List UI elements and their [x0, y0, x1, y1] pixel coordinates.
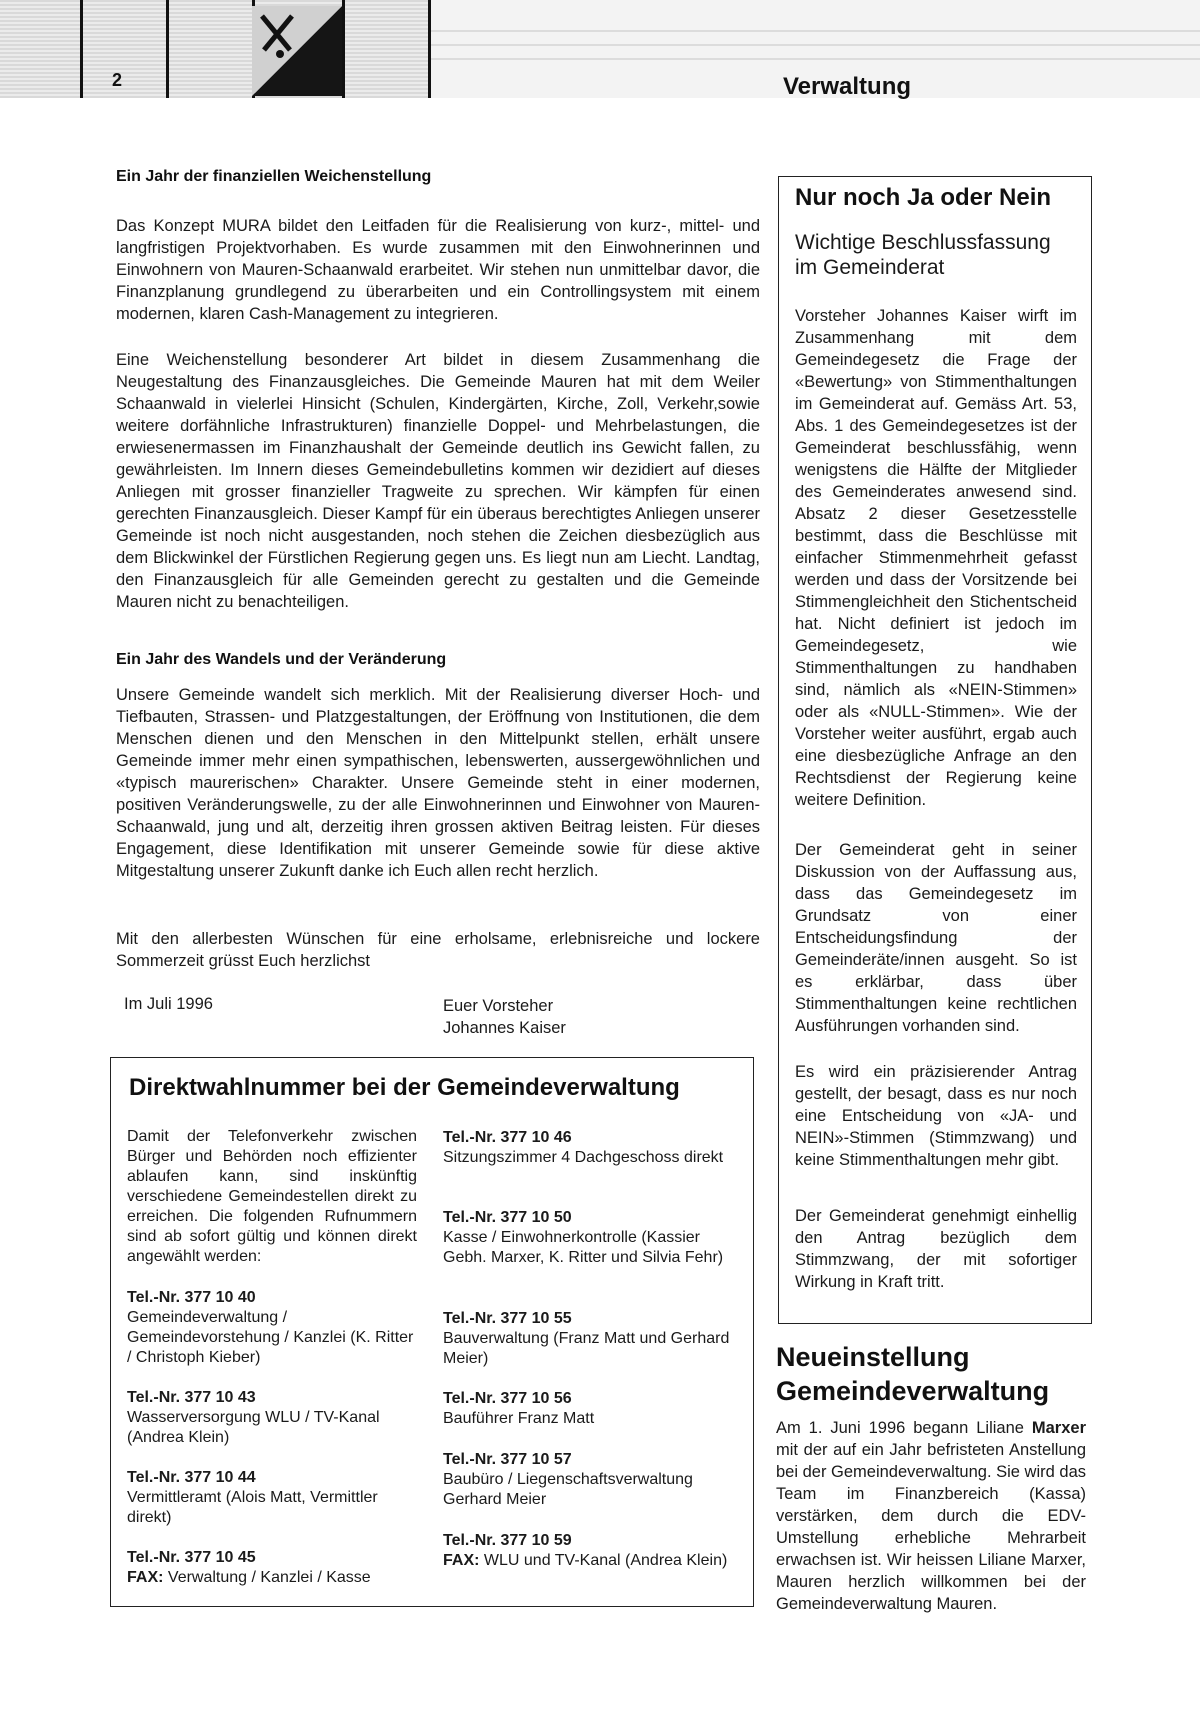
phone-description: Gemeindeverwaltung / Gemeindevorstehung / Kanzlei (K. Ritter / Christoph Kieber) [127, 1309, 414, 1366]
phone-entry [443, 1531, 739, 1571]
phone-number: Tel.-Nr. 377 10 44 [127, 1469, 256, 1486]
signature-role: Euer Vorsteher [443, 997, 554, 1015]
sidebox-paragraph: Der Gemeinderat geht in seiner Diskussion von der Auffassung aus, dass das Gemeindegesetz im Grundsatz von einer Entscheidungsfindung der Gemeinderäte/innen ausgeht. So ist es erklärbar, dass über Stimmenthaltungen keine rechtlichen Ausführungen vorhanden sind. [795, 841, 1077, 1035]
phone-entry [443, 1309, 739, 1369]
phone-description: Vermittleramt (Alois Matt, Vermittler direkt) [127, 1489, 378, 1526]
crossed-tools-emblem-icon [252, 6, 342, 96]
header-bar [166, 0, 169, 98]
phone-number: Tel.-Nr. 377 10 59 [443, 1532, 572, 1549]
header-band [0, 0, 1200, 98]
article-paragraph: Eine Weichenstellung besonderer Art bildet in diesem Zusammenhang die Neugestaltung des Finanzausgleiches. Die Gemeinde Mauren hat mit dem Weiler Schaanwald in vielerlei Hinsicht (Schulen, Kindergärten, Kirche, Zoll, Verkehr,sowie weitere dorfähnliche Infrastrukturen) finanzielle Doppel- und Mehrbelastungen, die erwiesenermassen im Finanzhaushalt der Gemeinde deutlich ins Gewicht fallen, zu gewährleisten. Im Innern dieses Gemeindebulletins kommen wir dezidiert auf dieses Anliegen mit grosser finanzieller Tragweite zu sprechen. Wir kämpfen für einen gerechten Finanzausgleich. Dieser Kampf für ein überaus berechtigtes Anliegen unserer Gemeinde ist noch nicht ausgestanden, noch stehen die Zeichen diesbezüglich aus dem Blickwinkel der Fürstlichen Regierung gegen uns. Es liegt nun am Liecht. Landtag, den Finanzausgleich für alle Gemeinden gerecht zu gestalten und die Gemeinde Mauren nicht zu benachteiligen. [116, 351, 760, 611]
section-title: Verwaltung [783, 73, 912, 100]
article-paragraph: Unsere Gemeinde wandelt sich merklich. Mit der Realisierung diverser Hoch- und Tiefbauten, Strassen- und Platzgestaltungen, der Eröffnung von Institutionen, die dem Menschen dienen und den Menschen in den Mittelpunkt stellen, erhält unsere Gemeinde immer mehr einen sympathischen, lebenswerten, aussergewöhnlichen und «typisch maurerischen» Charakter. Unsere Gemeinde steht in einer modernen, positiven Veränderungswelle, zu der alle Einwohnerinnen und Einwohner von Mauren-Schaanwald, jung und alt, derzeitig ihren grossen aktiven Beitrag leisten. Für dieses Engagement, diese Identifikation mit unserer Gemeinde sowie für diese aktive Mitgestaltung unserer Zukunft danke ich Euch allen recht herzlich. [116, 686, 760, 880]
phone-number: Tel.-Nr. 377 10 45 [127, 1549, 256, 1566]
article-paragraph: Das Konzept MURA bildet den Leitfaden für die Realisierung von kurz-, mittel- und langfristigen Projektvorhaben. Es wurde zusammen mit den Einwohnerinnen und Einwohnern von Mauren-Schaanwald erarbeitet. Wir stehen nun unmittelbar davor, die Finanzplanung grundlegend zu überarbeiten und ein Controllingsystem mit einem modernen, klaren Cash-Management zu integrieren. [116, 217, 760, 323]
neueinstellung-name: Marxer [1031, 1419, 1086, 1437]
sidebox-title: Nur noch Ja oder Nein [795, 184, 1052, 211]
phone-description: Bauführer Franz Matt [443, 1410, 595, 1427]
phonebox-intro: Damit der Telefonverkehr zwischen Bürger und Behörden noch effizienter ablaufen kann, sind inskünftig verschiedene Gemeindestellen direkt zu erreichen. Die folgenden Rufnummern sind ab sofort gültig und können direkt angewählt werden: [127, 1128, 417, 1265]
phone-entry [443, 1208, 739, 1268]
neueinstellung-title [776, 1340, 1049, 1408]
article-date: Im Juli 1996 [124, 995, 213, 1013]
neueinstellung-paragraph [776, 1417, 1086, 1615]
neueinstellung-text: Am 1. Juni 1996 begann Liliane [776, 1419, 1032, 1437]
phone-entry [127, 1388, 419, 1448]
phone-description: Bauverwaltung (Franz Matt und Gerhard Meier) [443, 1330, 730, 1367]
sidebox-paragraph: Vorsteher Johannes Kaiser wirft im Zusammenhang mit dem Gemeindegesetz die Frage der «Bewertung» von Stimmenthaltungen im Gemeinderat auf. Gemäss Art. 53, Abs. 1 des Gemeindegesetzes ist der Gemeinderat beschlussfähig, wenn wenigstens die Hälfte der Mitglieder des Gemeinderates anwesend sind. Absatz 2 dieser Gesetzesstelle bestimmt, dass die Beschlüsse mit einfacher Stimmenmehrheit gefasst werden und dass der Vorsitzende bei Stimmengleichheit den Stichentscheid hat. Nicht definiert ist jedoch im Gemeindegesetz, wie Stimmenthaltungen zu handhaben sind, nämlich als «NEIN-Stimmen» oder als «NULL-Stimmen». Wie der Vorsteher weiter ausführt, ergab auch eine diesbezügliche Anfrage an den Rechtsdienst der Regierung keine weitere Definition. [795, 307, 1077, 809]
neueinstellung-title-line: Neueinstellung [776, 1342, 970, 1372]
fax-label: FAX: [127, 1569, 164, 1586]
neueinstellung-text: mit der auf ein Jahr befristeten Anstellung bei der Gemeindeverwaltung. Sie wird das Team im Finanzbereich (Kassa) verstärken, dem durch die EDV-Umstellung erhebliche Mehrarbeit erwachsen ist. Wir heissen Liliane Marxer, Mauren herzlich willkommen bei der Gemeindeverwaltung Mauren. [776, 1441, 1086, 1613]
phone-entry [127, 1548, 419, 1588]
fax-label: FAX: [443, 1552, 480, 1569]
phone-number: Tel.-Nr. 377 10 56 [443, 1390, 572, 1407]
phone-description: Kasse / Einwohnerkontrolle (Kassier Gebh. Marxer, K. Ritter und Silvia Fehr) [443, 1229, 724, 1266]
header-bar [428, 0, 431, 98]
article-heading: Ein Jahr des Wandels und der Veränderung [116, 651, 447, 668]
article-heading: Ein Jahr der finanziellen Weichenstellung [116, 168, 432, 185]
phone-number: Tel.-Nr. 377 10 43 [127, 1389, 256, 1406]
phone-number: Tel.-Nr. 377 10 40 [127, 1289, 256, 1306]
header-bar [342, 0, 345, 98]
phone-number: Tel.-Nr. 377 10 50 [443, 1209, 572, 1226]
phone-description: Sitzungszimmer 4 Dachgeschoss direkt [443, 1149, 724, 1166]
phone-number: Tel.-Nr. 377 10 57 [443, 1451, 572, 1468]
phone-description: Baubüro / Liegenschaftsverwaltung Gerhard Meier [443, 1471, 693, 1508]
phone-entry [443, 1450, 739, 1510]
page-number: 2 [112, 70, 123, 90]
phone-description: WLU und TV-Kanal (Andrea Klein) [483, 1552, 728, 1569]
article-closing: Mit den allerbesten Wünschen für eine erholsame, erlebnisreiche und lockere Sommerzeit grüsst Euch herzlichst [116, 930, 760, 970]
sidebox-paragraph: Der Gemeinderat genehmigt einhellig den Antrag bezüglich dem Stimmzwang, der mit sofortiger Wirkung in Kraft tritt. [795, 1207, 1077, 1291]
sidebox-paragraph: Es wird ein präzisierender Antrag gestellt, der besagt, dass es nur noch eine Entscheidung von «JA- und NEIN»-Stimmen (Stimmzwang) und keine Stimmenthaltungen mehr gibt. [795, 1063, 1077, 1169]
header-pattern [0, 0, 430, 98]
phone-entry [443, 1389, 739, 1429]
phone-entry [127, 1468, 419, 1528]
phone-entry [443, 1128, 739, 1168]
phone-number: Tel.-Nr. 377 10 46 [443, 1129, 572, 1146]
header-bar [80, 0, 83, 98]
phone-entry [127, 1288, 419, 1368]
sidebox-subtitle: Wichtige Beschlussfassung im Gemeinderat [795, 231, 1051, 279]
signature-name: Johannes Kaiser [443, 1019, 566, 1037]
phone-description: Wasserversorgung WLU / TV-Kanal (Andrea Klein) [127, 1409, 380, 1446]
neueinstellung-title-line: Gemeindeverwaltung [776, 1376, 1050, 1406]
phone-number: Tel.-Nr. 377 10 55 [443, 1310, 572, 1327]
phone-description: Verwaltung / Kanzlei / Kasse [167, 1569, 371, 1586]
phonebox-title: Direktwahlnummer bei der Gemeindeverwaltung [129, 1074, 680, 1101]
